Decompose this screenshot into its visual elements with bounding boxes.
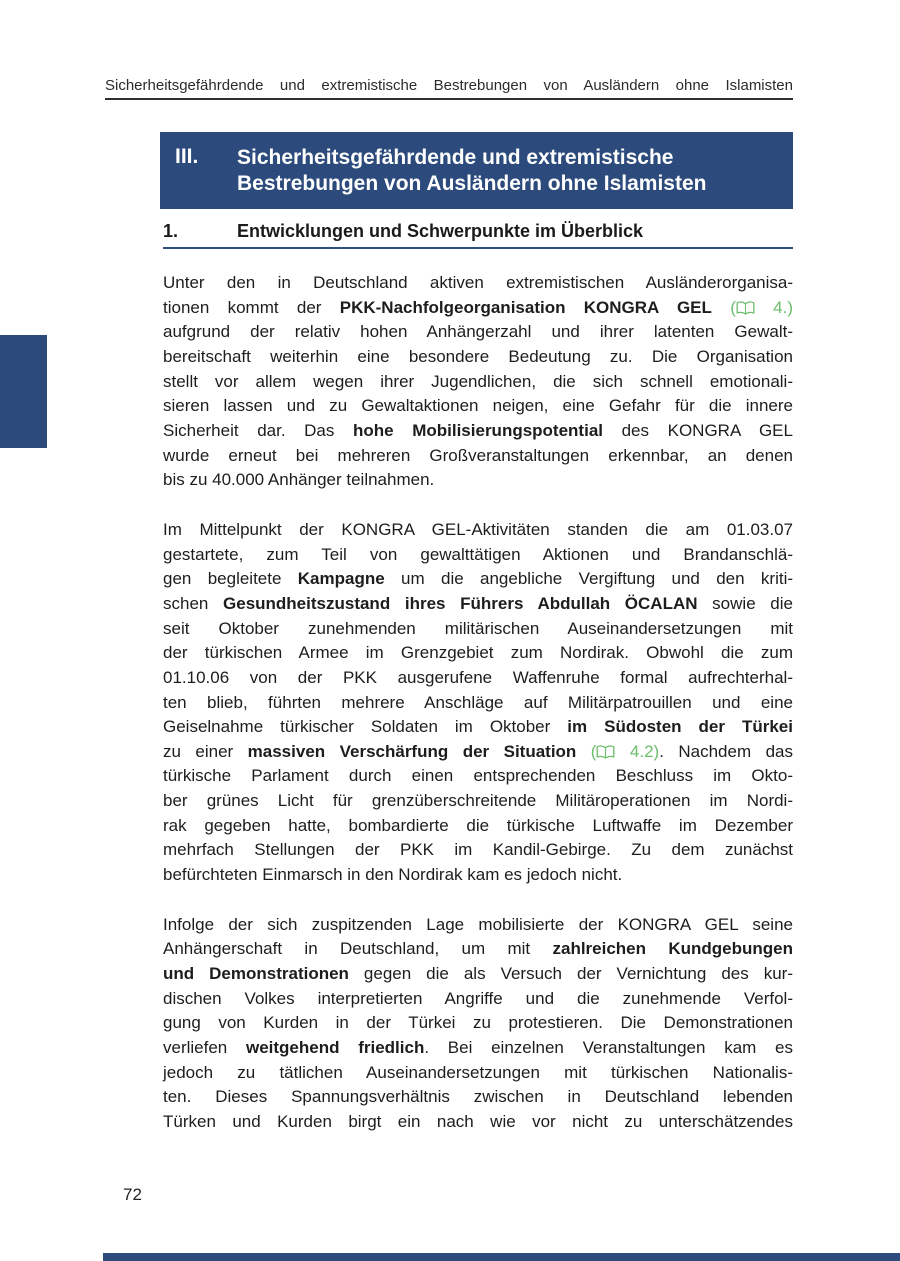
text-line — [163, 987, 793, 1012]
text-line — [163, 1061, 793, 1086]
text-line — [163, 419, 793, 444]
text-run: . Bei einzelnen Veranstaltungen kam es — [424, 1038, 793, 1058]
paragraphs — [163, 271, 793, 1135]
text-run: mehrfach Stellungen der PKK im Kandil-Gebirge. Zu dem zunächst — [163, 840, 793, 860]
open-book-icon — [596, 740, 615, 765]
text-run: Geiselnahme türkischer Soldaten im Oktober — [163, 717, 568, 737]
text-run: des KONGRA GEL — [603, 420, 793, 440]
text-line — [163, 666, 793, 691]
footer-bar — [103, 1253, 900, 1261]
text-run: Kampagne — [297, 569, 385, 589]
text-run: Gesundheitszustand ihres Führers Abdullah ÖCALAN — [223, 593, 698, 613]
text-run: um die angebliche Vergiftung und den kriti- — [384, 569, 794, 589]
text-run: bis zu 40.000 Anhänger teilnahmen. — [163, 470, 435, 490]
section-number: 1. — [163, 221, 179, 241]
text-line — [163, 1011, 793, 1036]
text-line — [163, 468, 793, 493]
header-rule — [105, 98, 793, 100]
section-rule — [163, 247, 793, 249]
text-run: türkische Parlament durch einen entsprechenden Beschluss im Okto- — [163, 766, 793, 786]
chapter-title-box — [160, 132, 793, 209]
text-line — [163, 691, 793, 716]
text-line — [163, 444, 793, 469]
text-run: im Südosten der Türkei — [567, 717, 793, 737]
text-run: . Nachdem das — [659, 741, 793, 761]
text-line — [163, 543, 793, 568]
text-line — [163, 740, 793, 765]
text-run: Unter den in Deutschland aktiven extremistischen Ausländerorganisa- — [163, 273, 793, 292]
text-run: hohe Mobilisierungspotential — [353, 420, 603, 440]
text-run: wurde erneut bei mehreren Großveranstaltungen erkennbar, an denen — [163, 445, 793, 465]
chapter-thumb-marker — [0, 335, 47, 448]
section-title: Entwicklungen und Schwerpunkte im Überblick — [237, 221, 644, 241]
text-run: schen — [163, 593, 224, 613]
text-line — [163, 641, 793, 666]
page-number: 72 — [123, 1185, 142, 1204]
text-line — [163, 592, 793, 617]
open-book-icon — [736, 296, 755, 321]
text-run: gen begleitete — [163, 569, 298, 589]
text-line — [163, 345, 793, 370]
text-line — [163, 814, 793, 839]
text-run: dischen Volkes interpretierten Angriffe und die zunehmende Verfol- — [163, 988, 793, 1008]
text-line — [163, 962, 793, 987]
text-run: Infolge der sich zuspitzenden Lage mobilisierte der KONGRA GEL seine — [163, 914, 793, 934]
text-run: PKK-Nachfolgeorganisation KONGRA GEL — [339, 297, 712, 317]
text-line — [163, 394, 793, 419]
text-run: befürchteten Einmarsch in den Nordirak kam es jedoch nicht. — [163, 865, 623, 885]
text-run: tionen kommt der — [163, 297, 340, 317]
text-run: Sicherheit dar. Das — [163, 420, 353, 440]
text-line — [163, 518, 793, 543]
text-run: gestartete, zum Teil von gewalttätigen Aktionen und Brandanschlä- — [163, 544, 793, 564]
text-run: stellt vor allem wegen ihrer Jugendlichen, die sich schnell emotionali- — [163, 371, 793, 391]
text-run: ten blieb, führten mehrere Anschläge auf Militärpatrouillen und eine — [163, 692, 793, 712]
chapter-title-line2: Bestrebungen von Ausländern ohne Islamisten — [237, 172, 707, 195]
text-line — [163, 1110, 793, 1135]
text-line — [163, 715, 793, 740]
text-line — [163, 937, 793, 962]
text-run: Anhängerschaft in Deutschland, um mit — [163, 939, 553, 959]
text-run: und Demonstrationen — [163, 964, 349, 984]
text-line — [163, 567, 793, 592]
reference-link[interactable]: ( — [730, 297, 736, 317]
text-line — [163, 617, 793, 642]
text-run: ber grünes Licht für grenzüberschreitende Militäroperationen im Nordi- — [163, 791, 793, 811]
text-line — [163, 789, 793, 814]
text-line — [163, 764, 793, 789]
paragraph — [163, 518, 793, 888]
section-heading — [163, 221, 793, 245]
reference-link[interactable]: 4.) — [754, 297, 793, 317]
text-run: gegen die als Versuch der Vernichtung des kur- — [348, 964, 793, 984]
text-run: jedoch zu tätlichen Auseinandersetzungen mit türkischen Nationalis- — [163, 1062, 793, 1082]
chapter-title — [237, 145, 706, 197]
text-line — [163, 913, 793, 938]
text-line — [163, 1036, 793, 1061]
text-line — [163, 863, 793, 888]
text-line — [163, 296, 793, 321]
text-line — [163, 838, 793, 863]
reference-link[interactable]: 4.2) — [615, 741, 660, 761]
text-run: der türkischen Armee im Grenzgebiet zum Nordirak. Obwohl die zum — [163, 643, 793, 663]
text-line — [163, 320, 793, 345]
text-run: seit Oktober zunehmenden militärischen Auseinandersetzungen mit — [163, 618, 793, 638]
text-run: massiven Verschärfung der Situation — [247, 741, 577, 761]
text-run: Im Mittelpunkt der KONGRA GEL-Aktivitäten standen die am 01.03.07 — [163, 519, 793, 539]
chapter-title-line1: Sicherheitsgefährdende und extremistische — [237, 146, 674, 169]
text-run: verliefen — [163, 1038, 246, 1058]
text-run — [576, 742, 590, 761]
text-run: zahlreichen Kundgebungen — [552, 939, 793, 959]
text-run: bereitschaft weiterhin eine besondere Bedeutung zu. Die Organisation — [163, 346, 793, 366]
text-run: aufgrund der relativ hohen Anhängerzahl und ihrer latenten Gewalt- — [163, 322, 793, 342]
text-line — [163, 1085, 793, 1110]
text-run: Türken und Kurden birgt ein nach wie vor nicht zu unterschätzendes — [163, 1112, 793, 1131]
running-header: Sicherheitsgefährdende und extremistische Bestrebungen von Ausländern ohne Islamisten — [105, 77, 793, 94]
reference-link[interactable]: ( — [590, 741, 597, 761]
text-line — [163, 370, 793, 395]
chapter-number: III. — [175, 145, 199, 168]
text-run: ten. Dieses Spannungsverhältnis zwischen in Deutschland lebenden — [163, 1087, 793, 1107]
text-run: zu einer — [163, 741, 248, 761]
text-run: weitgehend friedlich — [245, 1038, 425, 1058]
paragraph — [163, 271, 793, 493]
paragraph — [163, 913, 793, 1135]
text-run: gung von Kurden in der Türkei zu protestieren. Die Demonstrationen — [163, 1013, 793, 1033]
text-run: rak gegeben hatte, bombardierte die türkische Luftwaffe im Dezember — [163, 815, 793, 835]
text-run: sieren lassen und zu Gewaltaktionen neigen, eine Gefahr für die innere — [163, 396, 793, 416]
text-run: 01.10.06 von der PKK ausgerufene Waffenruhe formal aufrechterhal- — [163, 667, 793, 687]
text-run — [712, 298, 730, 317]
text-line — [163, 271, 793, 296]
text-run: sowie die — [697, 593, 793, 613]
